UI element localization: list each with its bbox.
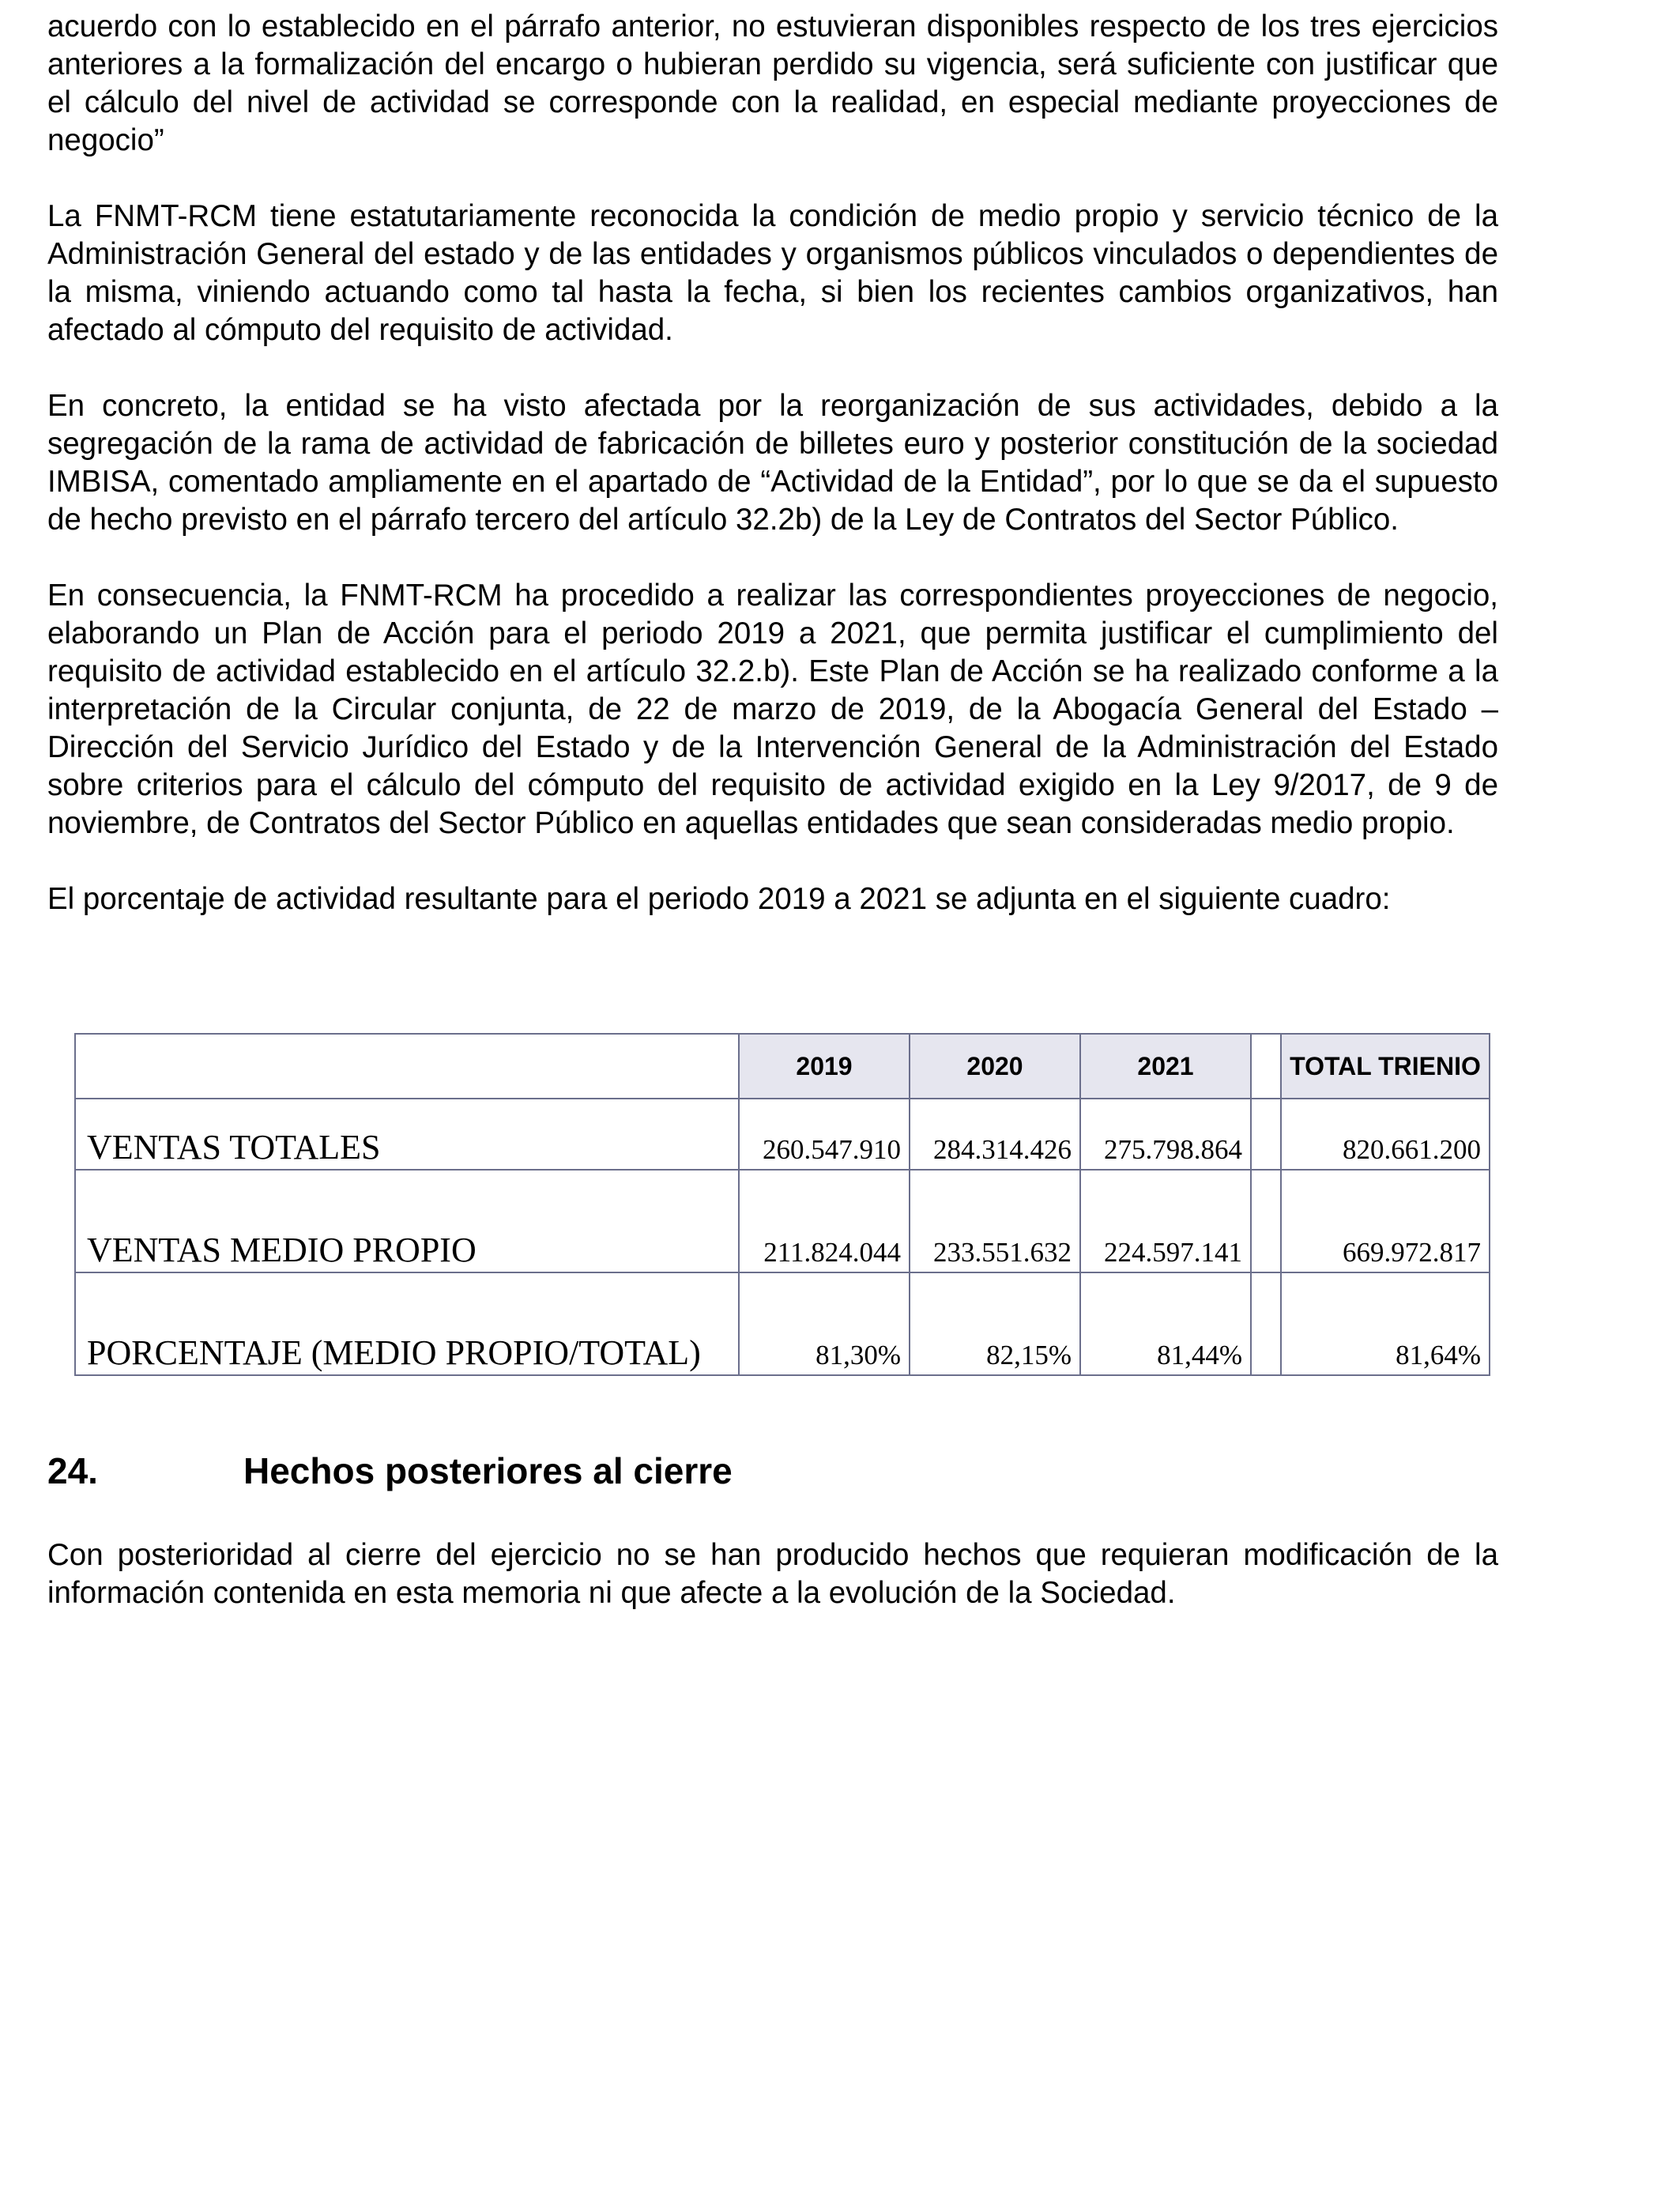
paragraph-vigencia: acuerdo con lo establecido en el párrafo anterior, no estuvieran disponibles respecto de los tres ejercicios anteriores a la formalización del encargo o hubieran perdido su vigencia, será suficiente con justificar que el cálculo del nivel de actividad se corresponde con la realidad, en especial mediante proyecciones de negocio” xyxy=(47,9,1498,157)
table-row xyxy=(75,1272,1490,1375)
paragraph-plan-accion: En consecuencia, la FNMT-RCM ha procedido a realizar las correspondientes proyecciones de negocio, elaborando un Plan de Acción para el periodo 2019 a 2021, que permita justificar el cumplimiento del requisito de actividad establecido en el artículo 32.2.b). Este Plan de Acción se ha realizado conforme a la interpretación de la Circular conjunta, de 22 de marzo de 2019, de la Abogacía General del Estado – Dirección del Servicio Jurídico del Estado y de la Intervención General de la Administración del Estado sobre criterios para el cálculo del cómputo del requisito de actividad exigido en la Ley 9/2017, de 9 de noviembre, de Contratos del Sector Público en aquellas entidades que sean consideradas medio propio. xyxy=(47,579,1498,840)
cell-spacer xyxy=(1251,1099,1281,1170)
cell-value: 82,15% xyxy=(910,1272,1080,1375)
paragraph-medio-propio: La FNMT-RCM tiene estatutariamente reconocida la condición de medio propio y servicio técnico de la Administración General del estado y de las entidades y organismos públicos vinculados o dependientes de la misma, viniendo actuando como tal hasta la fecha, si bien los recientes cambios organizativos, han afectado al cómputo del requisito de actividad. xyxy=(47,199,1498,347)
paragraph-hechos-posteriores: Con posterioridad al cierre del ejercicio no se han producido hechos que requieran modificación de la información contenida en esta memoria ni que afecte a la evolución de la Sociedad. xyxy=(47,1538,1498,1610)
table-header-total: TOTAL TRIENIO xyxy=(1281,1034,1490,1099)
table-row xyxy=(75,1099,1490,1170)
document-body xyxy=(47,8,1498,956)
cell-total: 669.972.817 xyxy=(1281,1170,1490,1272)
paragraph-reorganizacion: En concreto, la entidad se ha visto afectada por la reorganización de sus actividades, debido a la segregación de la rama de actividad de fabricación de billetes euro y posterior constitución de la sociedad IMBISA, comentado ampliamente en el apartado de “Actividad de la Entidad”, por lo que se da el supuesto de hecho previsto en el párrafo tercero del artículo 32.2b) de la Ley de Contratos del Sector Público. xyxy=(47,389,1498,537)
activity-table-wrapper xyxy=(74,1033,1490,1376)
section-number: 24. xyxy=(47,1450,98,1491)
cell-value: 81,30% xyxy=(739,1272,910,1375)
row-label-ventas-totales: VENTAS TOTALES xyxy=(75,1099,739,1170)
table-header-2021: 2021 xyxy=(1080,1034,1251,1099)
cell-value: 224.597.141 xyxy=(1080,1170,1251,1272)
paragraph-table-intro: El porcentaje de actividad resultante para el periodo 2019 a 2021 se adjunta en el siguiente cuadro: xyxy=(47,882,1391,916)
table-header-spacer xyxy=(1251,1034,1281,1099)
table-header-2020: 2020 xyxy=(910,1034,1080,1099)
section-body xyxy=(47,1536,1498,1650)
cell-value: 81,44% xyxy=(1080,1272,1251,1375)
activity-percentage-table xyxy=(74,1033,1490,1376)
cell-spacer xyxy=(1251,1272,1281,1375)
cell-total: 820.661.200 xyxy=(1281,1099,1490,1170)
table-header-empty xyxy=(75,1034,739,1099)
table-row xyxy=(75,1170,1490,1272)
section-heading xyxy=(47,1449,733,1493)
cell-value: 284.314.426 xyxy=(910,1099,1080,1170)
cell-spacer xyxy=(1251,1170,1281,1272)
cell-value: 275.798.864 xyxy=(1080,1099,1251,1170)
section-title: Hechos posteriores al cierre xyxy=(243,1450,733,1491)
table-header-row xyxy=(75,1034,1490,1099)
cell-value: 260.547.910 xyxy=(739,1099,910,1170)
cell-value: 233.551.632 xyxy=(910,1170,1080,1272)
row-label-ventas-medio-propio: VENTAS MEDIO PROPIO xyxy=(75,1170,739,1272)
table-header-2019: 2019 xyxy=(739,1034,910,1099)
cell-value: 211.824.044 xyxy=(739,1170,910,1272)
row-label-porcentaje: PORCENTAJE (MEDIO PROPIO/TOTAL) xyxy=(75,1272,739,1375)
cell-total: 81,64% xyxy=(1281,1272,1490,1375)
